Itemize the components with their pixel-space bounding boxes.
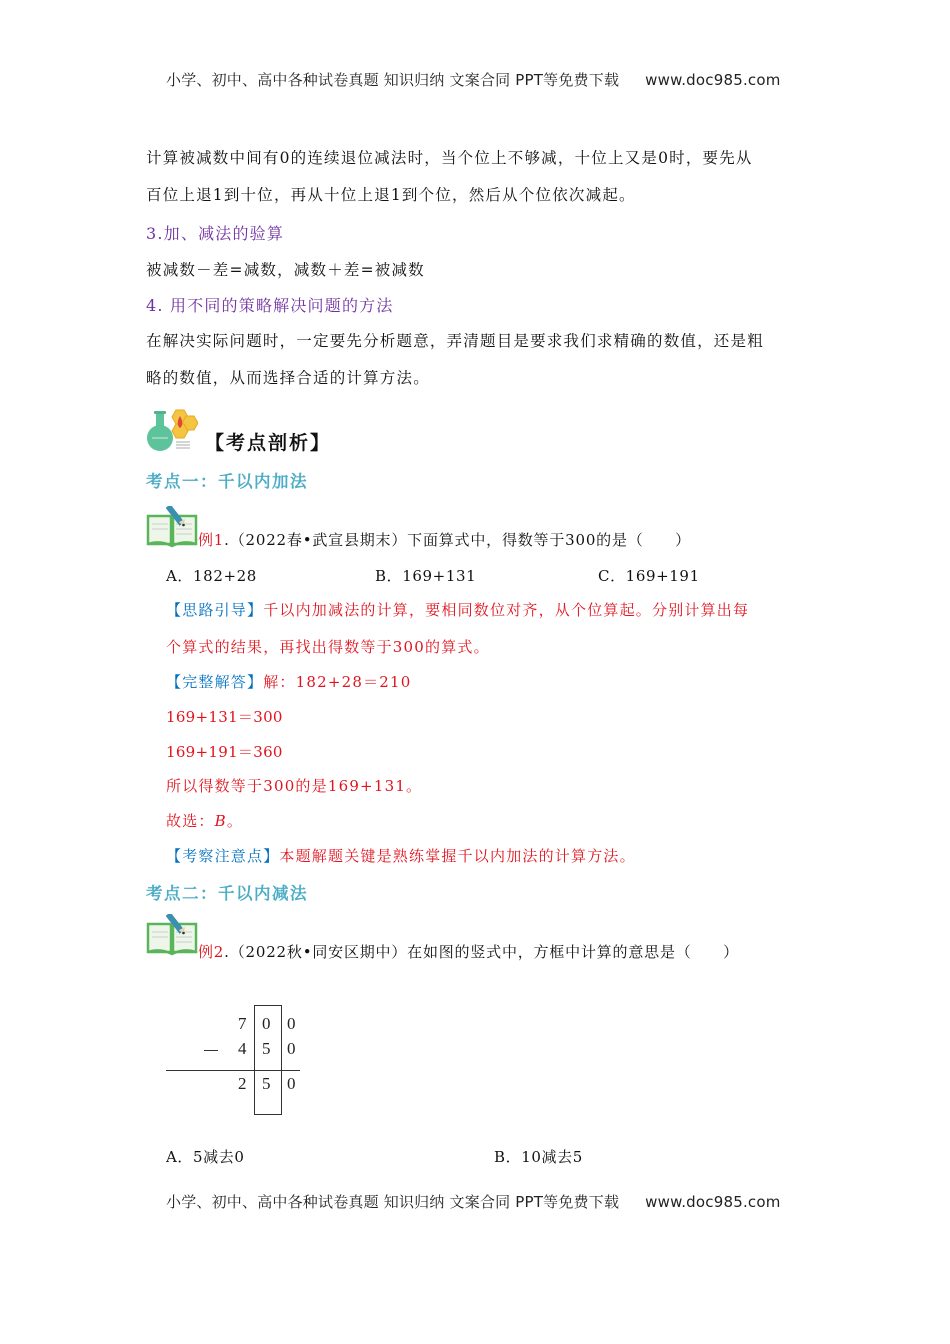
- kp2-title: 考点二：千以内减法: [146, 884, 308, 903]
- result-hundreds: 2: [238, 1074, 247, 1093]
- example1-note-line: [166, 845, 636, 866]
- example1-hint-line-2: 个算式的结果，再找出得数等于300的算式。: [166, 638, 490, 656]
- example2-option-b: B．10减去5: [494, 1148, 583, 1166]
- example1-option-c: C．169+191: [598, 567, 700, 585]
- example2-question: .（2022秋•同安区期中）在如图的竖式中，方框中计算的意思是（ ）: [224, 943, 739, 961]
- subtrahend-hundreds: 4: [238, 1039, 247, 1058]
- minuend-ones: 0: [287, 1014, 296, 1033]
- answer-text-1: 解：182+28＝210: [263, 673, 412, 691]
- example2-label: 例2: [198, 943, 225, 961]
- page-footer: [166, 1191, 781, 1212]
- book-pencil-icon: [146, 914, 198, 956]
- example1-question-line: [198, 529, 691, 550]
- choice-value: B: [214, 812, 227, 830]
- point3-body: 被减数－差=减数，减数＋差=被减数: [146, 261, 425, 279]
- example1-choice-line: [166, 810, 243, 831]
- page-header: [166, 69, 781, 90]
- minuend-tens: 0: [262, 1014, 271, 1033]
- note-text: 本题解题关键是熟练掌握千以内加法的计算方法。: [279, 847, 636, 865]
- footer-site-link[interactable]: www.doc985.com: [645, 1193, 781, 1211]
- answer-tag: 【完整解答】: [166, 673, 264, 691]
- result-tens: 5: [262, 1074, 271, 1093]
- book-pencil-icon: [146, 506, 198, 548]
- example1-hint-line-1: [166, 599, 749, 620]
- note-tag: 【考察注意点】: [166, 847, 280, 865]
- footer-text: 小学、初中、高中各种试卷真题 知识归纳 文案合同 PPT等免费下载: [166, 1193, 620, 1211]
- minuend-hundreds: 7: [238, 1014, 247, 1033]
- example1-question: .（2022春•武宣县期末）下面算式中，得数等于300的是（ ）: [224, 531, 691, 549]
- subtrahend-ones: 0: [287, 1039, 296, 1058]
- point3-heading: 3.加、减法的验算: [146, 224, 285, 243]
- choice-suffix: 。: [226, 812, 244, 830]
- result-ones: 0: [287, 1074, 296, 1093]
- example1-answer-line-2: 169+131＝300: [166, 708, 283, 726]
- example1-answer-line-3: 169+191＝360: [166, 743, 283, 761]
- minus-sign: [204, 1050, 218, 1051]
- header-site-link[interactable]: www.doc985.com: [645, 71, 781, 89]
- example2-question-line: [198, 941, 739, 962]
- hint-text-1: 千以内加减法的计算，要相同数位对齐，从个位算起。分别计算出每: [263, 601, 750, 619]
- flask-honeycomb-icon: [146, 408, 198, 454]
- hint-tag: 【思路引导】: [166, 601, 264, 619]
- point4-heading: 4. 用不同的策略解决问题的方法: [146, 296, 394, 315]
- choice-prefix: 故选：: [166, 812, 215, 830]
- example1-label: 例1: [198, 531, 225, 549]
- intro-line-2: 百位上退1到十位，再从十位上退1到个位，然后从个位依次减起。: [146, 186, 636, 204]
- example1-option-b: B．169+131: [375, 567, 477, 585]
- header-text: 小学、初中、高中各种试卷真题 知识归纳 文案合同 PPT等免费下载: [166, 71, 620, 89]
- example1-answer-line-4: 所以得数等于300的是169+131。: [166, 777, 423, 795]
- vertical-subtraction-figure: [166, 1004, 306, 1114]
- result-rule: [166, 1070, 300, 1071]
- subtrahend-tens: 5: [262, 1039, 271, 1058]
- example1-answer-line-1: [166, 671, 412, 692]
- intro-line-1: 计算被减数中间有0的连续退位减法时，当个位上不够减，十位上又是0时，要先从: [146, 149, 753, 167]
- analysis-title: 【考点剖析】: [205, 432, 332, 454]
- example2-option-a: A．5减去0: [166, 1148, 245, 1166]
- kp1-title: 考点一：千以内加法: [146, 472, 308, 491]
- point4-line-1: 在解决实际问题时，一定要先分析题意，弄清题目是要求我们求精确的数值，还是粗: [146, 332, 764, 350]
- point4-line-2: 略的数值，从而选择合适的计算方法。: [146, 369, 430, 387]
- example1-option-a: A．182+28: [166, 567, 257, 585]
